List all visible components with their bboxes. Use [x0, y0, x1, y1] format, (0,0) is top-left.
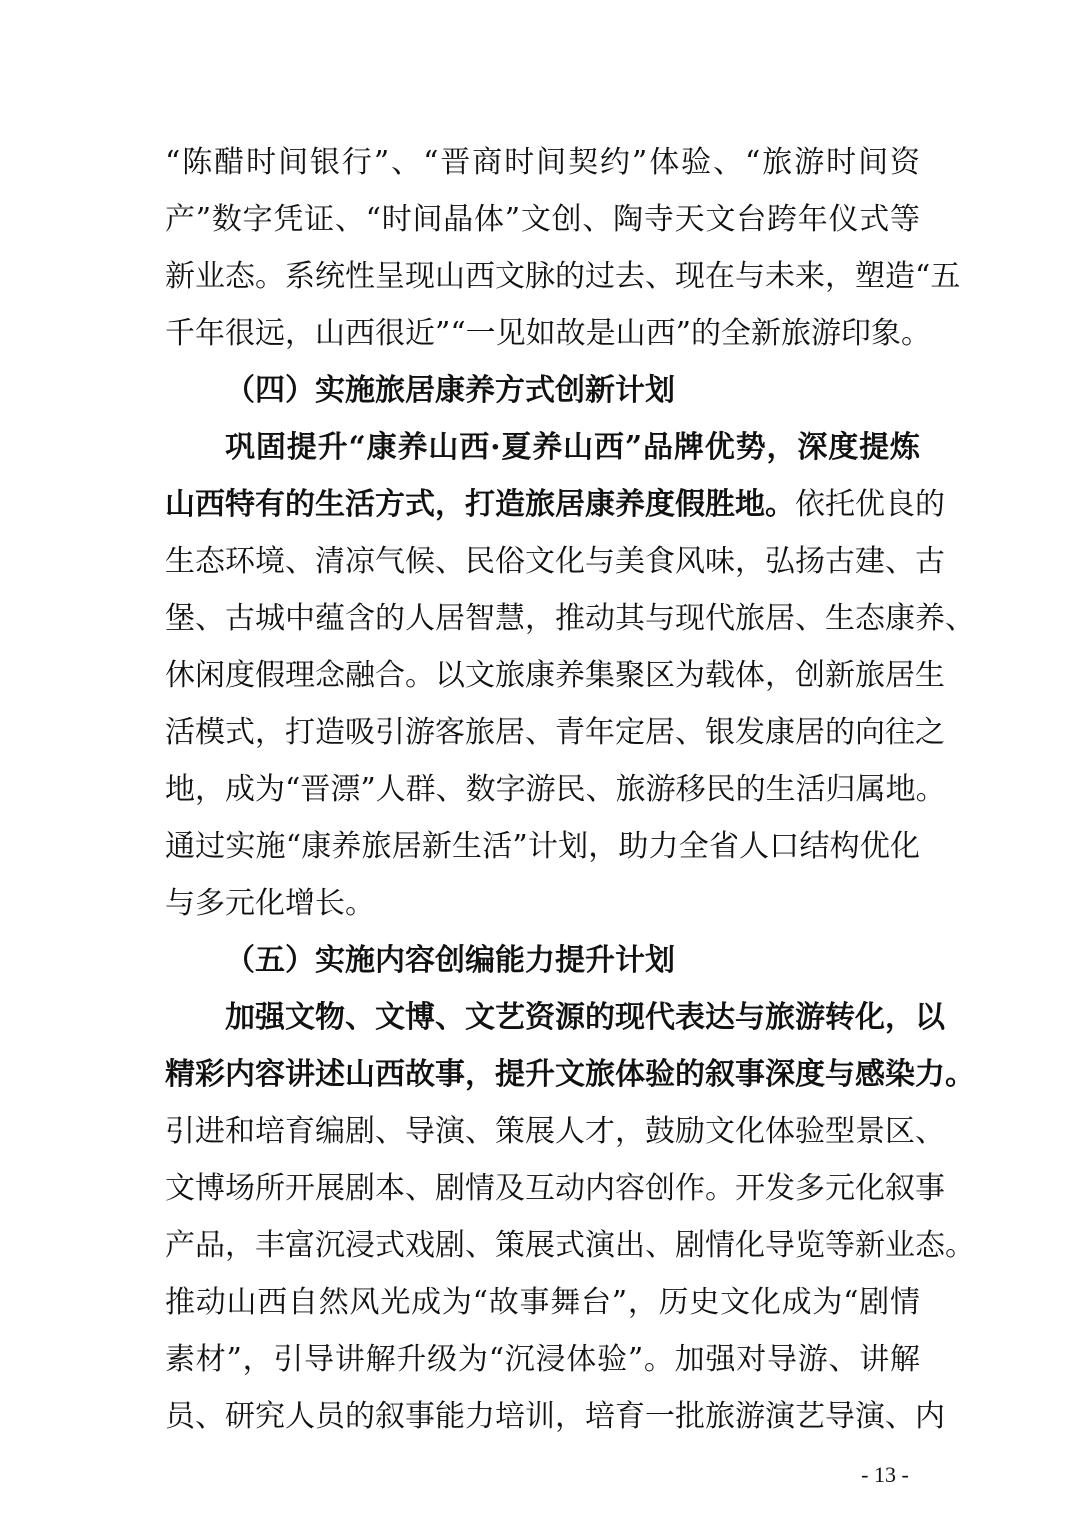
paragraph-line: 通过实施“康养旅居新生活”计划，助力全省人口结构优化 — [165, 829, 920, 864]
paragraph-line: “陈醋时间银行”、“晋商时间契约”体验、“旅游时间资 — [165, 145, 920, 180]
section-heading-4: （四）实施旅居康养方式创新计划 — [225, 373, 675, 408]
paragraph-line: 产”数字凭证、“时间晶体”文创、陶寺天文台跨年仪式等 — [165, 202, 920, 237]
paragraph-line: 休闲度假理念融合。以文旅康养集聚区为载体，创新旅居生 — [165, 658, 945, 693]
paragraph-line: 素材”，引导讲解升级为“沉浸体验”。加强对导游、讲解 — [165, 1342, 920, 1377]
paragraph-line: 产品，丰富沉浸式戏剧、策展式演出、剧情化导览等新业态。 — [165, 1228, 975, 1263]
section-heading-5: （五）实施内容创编能力提升计划 — [225, 943, 675, 978]
paragraph-line: 生态环境、清凉气候、民俗文化与美食风味，弘扬古建、古 — [165, 544, 945, 579]
paragraph-line: 引进和培育编剧、导演、策展人才，鼓励文化体验型景区、 — [165, 1114, 945, 1149]
paragraph-line: 文博场所开展剧本、剧情及互动内容创作。开发多元化叙事 — [165, 1171, 945, 1206]
paragraph-line: 新业态。系统性呈现山西文脉的过去、现在与未来，塑造“五 — [165, 259, 961, 294]
mixed-line — [165, 485, 945, 525]
paragraph-line: 地，成为“晋漂”人群、数字游民、旅游移民的生活归属地。 — [165, 772, 946, 807]
paragraph-line: 活模式，打造吸引游客旅居、青年定居、银发康居的向往之 — [165, 715, 945, 750]
paragraph-line: 千年很远，山西很近”“一见如故是山西”的全新旅游印象。 — [165, 316, 932, 351]
bold-lead-line: 精彩内容讲述山西故事，提升文旅体验的叙事深度与感染力。 — [165, 1057, 975, 1092]
paragraph-line: 员、研究人员的叙事能力培训，培育一批旅游演艺导演、内 — [165, 1399, 945, 1434]
bold-lead-line: 巩固提升“康养山西·夏养山西”品牌优势，深度提炼 — [225, 430, 920, 465]
plain-text: 依托优良的 — [795, 487, 945, 522]
paragraph-line: 推动山西自然风光成为“故事舞台”，历史文化成为“剧情 — [165, 1285, 920, 1320]
paragraph-line: 堡、古城中蕴含的人居智慧，推动其与现代旅居、生态康养、 — [165, 601, 975, 636]
paragraph-line: 与多元化增长。 — [165, 886, 375, 921]
bold-lead-line: 加强文物、文博、文艺资源的现代表达与旅游转化，以 — [225, 1000, 945, 1035]
page-number: - 13 - — [861, 1462, 909, 1487]
bold-lead-text: 山西特有的生活方式，打造旅居康养度假胜地。 — [165, 487, 795, 522]
